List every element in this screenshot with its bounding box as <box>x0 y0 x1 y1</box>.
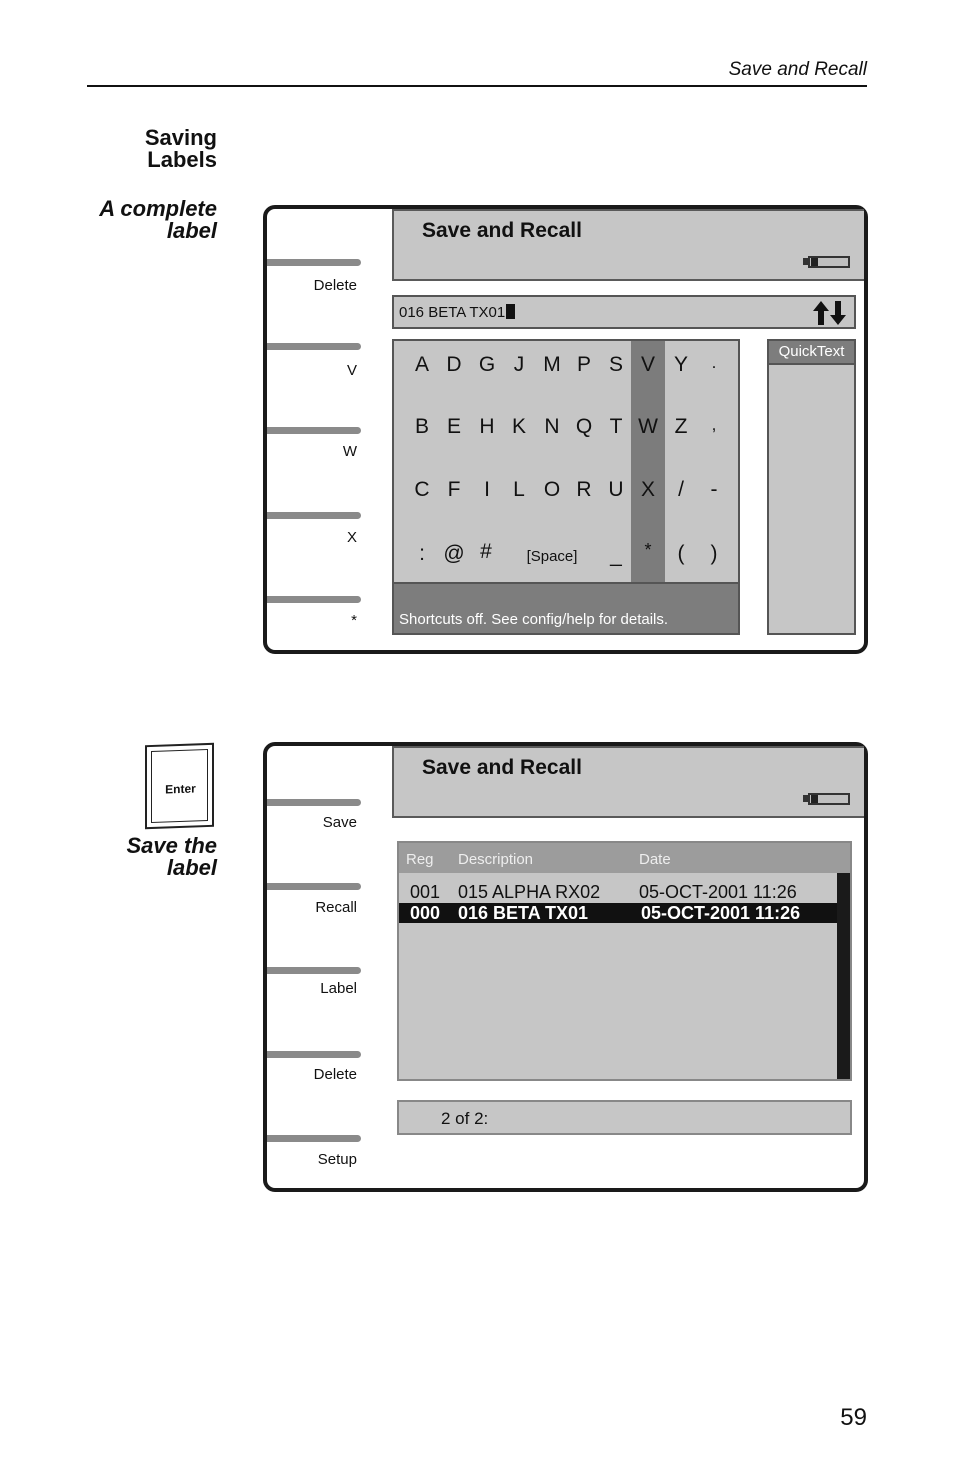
key-c[interactable]: C <box>414 478 430 501</box>
key-hyphen[interactable]: - <box>710 478 718 501</box>
softkey-x[interactable]: X <box>346 529 357 546</box>
screen-save-recall-list <box>263 742 868 1192</box>
key-hash[interactable]: # <box>480 540 492 563</box>
key-z[interactable]: Z <box>674 415 688 438</box>
softkey1-bar[interactable] <box>267 259 361 266</box>
key-close-paren[interactable]: ) <box>710 542 718 565</box>
table-header <box>399 843 850 873</box>
key-w[interactable]: W <box>638 415 658 438</box>
softkey2-bar[interactable] <box>267 883 361 890</box>
key-comma[interactable]: , <box>711 415 717 434</box>
title-panel <box>392 209 864 281</box>
softkey-asterisk[interactable]: * <box>351 612 357 629</box>
enter-key-label: Enter <box>165 781 196 797</box>
cell-reg: 001 <box>410 882 441 902</box>
key-i[interactable]: I <box>484 478 490 501</box>
softkey-label[interactable]: Label <box>320 980 357 997</box>
up-down-arrows-icon <box>811 299 849 327</box>
quicktext-panel[interactable] <box>767 339 856 635</box>
subsection1-line2: label <box>166 218 217 243</box>
column-header-date: Date <box>639 851 671 868</box>
page-number: 59 <box>840 1404 867 1431</box>
list-scrollbar[interactable] <box>837 873 850 1079</box>
key-asterisk[interactable]: * <box>644 540 652 560</box>
column-header-description: Description <box>458 851 534 868</box>
quicktext-label[interactable]: QuickText <box>769 341 854 365</box>
key-q[interactable]: Q <box>575 415 593 438</box>
cell-date: 05-OCT-2001 11:26 <box>639 882 797 902</box>
register-table <box>397 841 852 1081</box>
softkey-save[interactable]: Save <box>322 814 357 831</box>
screen-title: Save and Recall <box>422 219 582 242</box>
subsection2-line1: Save the <box>126 833 217 858</box>
cell-reg: 000 <box>410 903 441 923</box>
key-at[interactable]: @ <box>443 542 465 565</box>
key-o[interactable]: O <box>543 478 561 501</box>
softkey-delete[interactable]: Delete <box>313 277 357 294</box>
key-e[interactable]: E <box>446 415 461 438</box>
key-x[interactable]: X <box>640 478 655 501</box>
softkey4-bar[interactable] <box>267 512 361 519</box>
key-j[interactable]: J <box>513 353 525 376</box>
key-period[interactable]: . <box>711 353 717 372</box>
enter-key-illustration <box>145 743 214 829</box>
softkey5-bar[interactable] <box>267 1135 361 1142</box>
column-header-reg: Reg <box>406 851 434 868</box>
key-p[interactable]: P <box>576 353 591 376</box>
key-open-paren[interactable]: ( <box>677 542 685 565</box>
battery-icon <box>803 256 850 268</box>
key-a[interactable]: A <box>414 353 429 376</box>
key-t[interactable]: T <box>609 415 623 438</box>
screen-label-editor <box>263 205 868 654</box>
key-n[interactable]: N <box>544 415 560 438</box>
key-colon[interactable]: : <box>419 542 425 565</box>
header-rule <box>87 85 867 87</box>
key-y[interactable]: Y <box>673 353 688 376</box>
softkey-delete[interactable]: Delete <box>313 1066 357 1083</box>
softkey-v[interactable]: V <box>346 362 357 379</box>
section-heading <box>145 127 217 171</box>
battery-icon <box>803 793 850 805</box>
on-screen-keyboard <box>392 339 740 635</box>
softkey2-bar[interactable] <box>267 343 361 350</box>
keyboard-help-bar <box>394 582 738 633</box>
key-f[interactable]: F <box>447 478 461 501</box>
key-k[interactable]: K <box>511 415 526 438</box>
key-l[interactable]: L <box>513 478 525 501</box>
key-m[interactable]: M <box>543 353 561 376</box>
softkey3-bar[interactable] <box>267 427 361 434</box>
subsection1-line1: A complete <box>99 196 217 221</box>
register-count: 2 of 2: <box>441 1109 489 1128</box>
softkey1-bar[interactable] <box>267 799 361 806</box>
title-panel <box>392 746 864 818</box>
label-input-value: 016 BETA TX01 <box>399 304 515 321</box>
key-g[interactable]: G <box>478 353 496 376</box>
key-d[interactable]: D <box>446 353 462 376</box>
softkey5-bar[interactable] <box>267 596 361 603</box>
subsection-heading-complete-label <box>99 198 217 242</box>
table-row[interactable] <box>399 881 837 903</box>
page-header-title: Save and Recall <box>728 59 867 80</box>
subsection2-line2: label <box>166 855 217 880</box>
key-s[interactable]: S <box>608 353 623 376</box>
screen-title: Save and Recall <box>422 756 582 779</box>
subsection-heading-save-label <box>127 835 218 879</box>
section-heading-line1: Saving <box>144 125 217 150</box>
table-row-selected[interactable] <box>399 903 837 923</box>
label-input-field[interactable] <box>392 295 856 329</box>
key-h[interactable]: H <box>479 415 495 438</box>
softkey4-bar[interactable] <box>267 1051 361 1058</box>
cell-description: 015 ALPHA RX02 <box>458 882 601 902</box>
cell-date: 05-OCT-2001 11:26 <box>641 903 801 923</box>
key-r[interactable]: R <box>576 478 592 501</box>
text-cursor <box>506 304 515 319</box>
softkey-recall[interactable]: Recall <box>315 899 357 916</box>
key-b[interactable]: B <box>414 415 429 438</box>
key-space[interactable]: [Space] <box>526 548 578 565</box>
softkey-setup[interactable]: Setup <box>317 1151 357 1168</box>
key-slash[interactable]: / <box>678 478 684 501</box>
section-heading-line2: Labels <box>147 147 217 172</box>
keyboard-help-text: Shortcuts off. See config/help for details. <box>399 611 669 628</box>
cell-description: 016 BETA TX01 <box>458 903 589 923</box>
key-v[interactable]: V <box>640 353 655 376</box>
softkey3-bar[interactable] <box>267 967 361 974</box>
register-count-bar <box>397 1100 852 1135</box>
key-underscore[interactable]: _ <box>610 544 622 567</box>
key-u[interactable]: U <box>608 478 624 501</box>
softkey-w[interactable]: W <box>342 443 357 460</box>
